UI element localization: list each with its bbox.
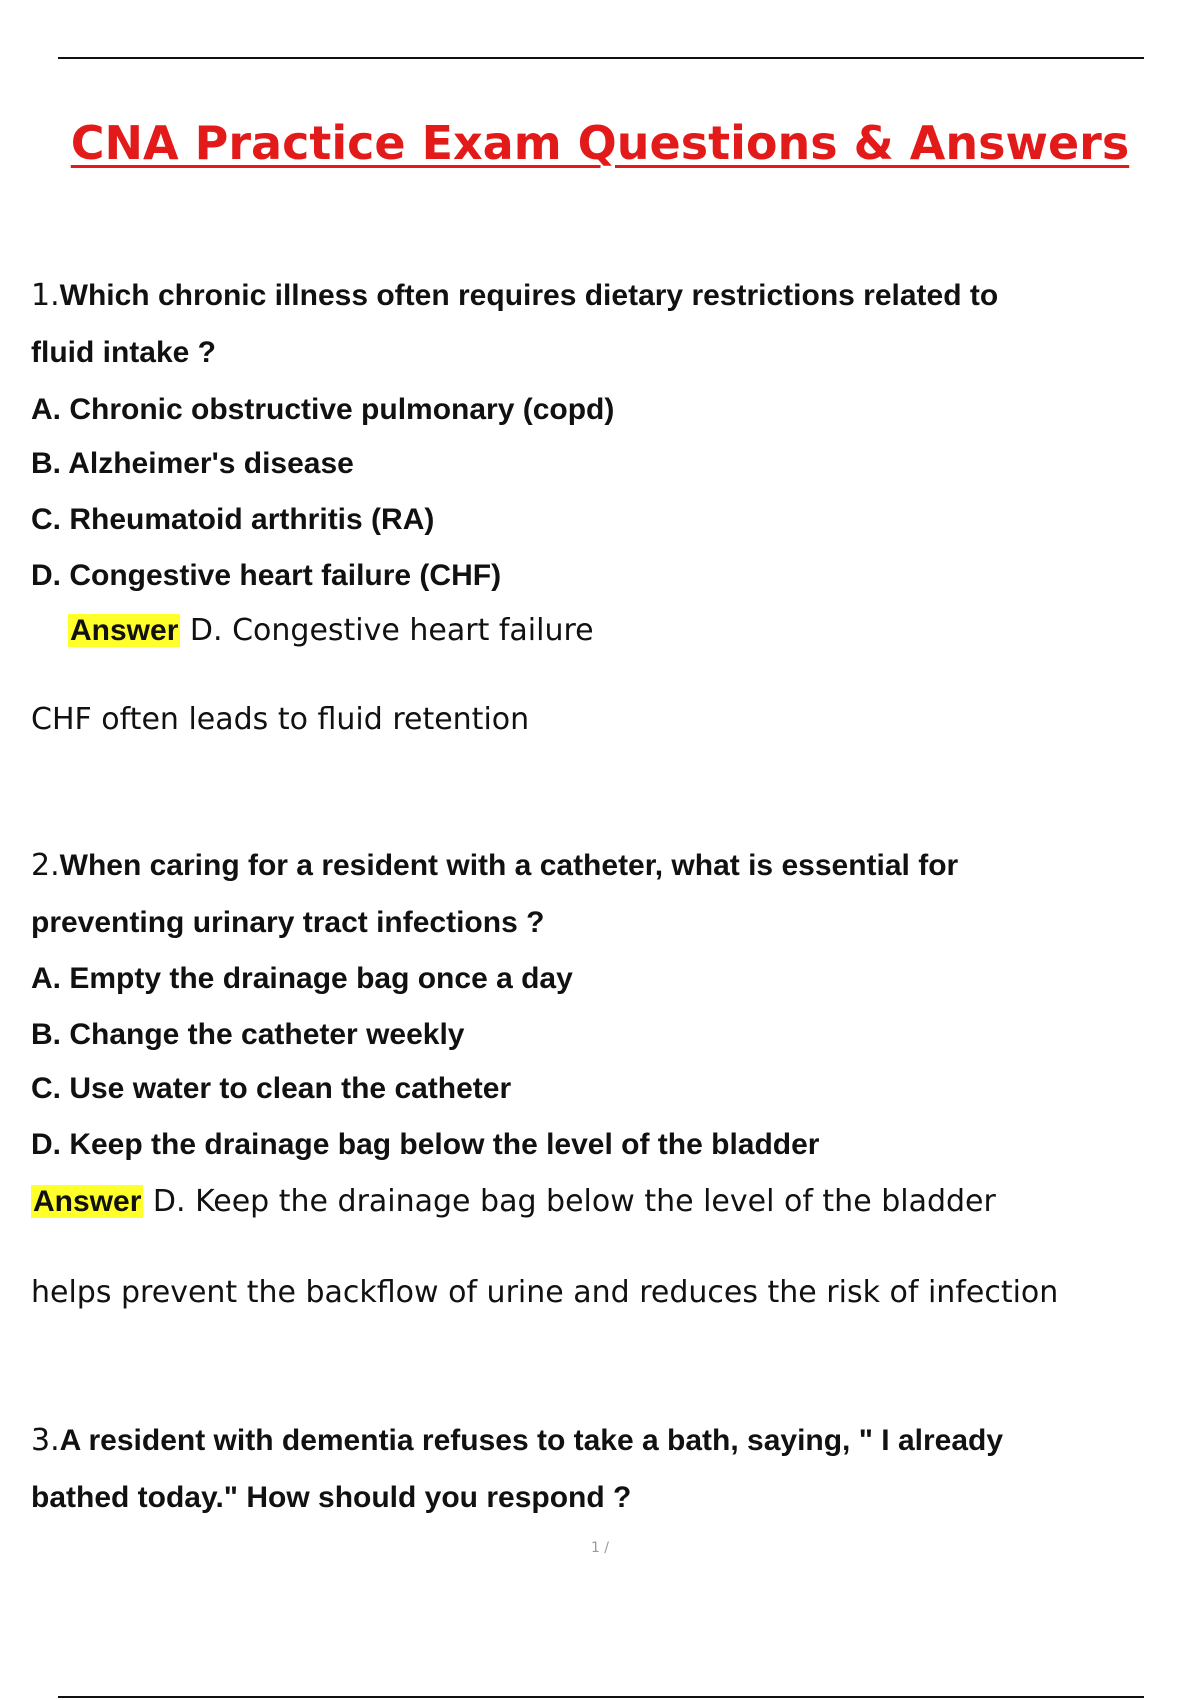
question-number: 1. xyxy=(31,278,60,313)
answer-highlight-label: Answer xyxy=(33,1185,142,1218)
question-1-option-b: B. Alzheimer's disease xyxy=(31,447,354,480)
question-1-option-a: A. Chronic obstructive pulmonary (copd) xyxy=(31,393,615,426)
question-2-answer: Answer D. Keep the drainage bag below the level of the bladder xyxy=(33,1184,996,1219)
question-3-line-2: bathed today." How should you respond ? xyxy=(31,1481,632,1514)
question-2-line-1: 2.When caring for a resident with a catheter, what is essential for xyxy=(31,848,959,883)
question-2-option-c: C. Use water to clean the catheter xyxy=(31,1072,512,1105)
question-2-option-b: B. Change the catheter weekly xyxy=(31,1018,465,1051)
question-1-option-c: C. Rheumatoid arthritis (RA) xyxy=(31,503,435,536)
question-1-option-d: D. Congestive heart failure (CHF) xyxy=(31,559,502,592)
question-1-explanation: CHF often leads to fluid retention xyxy=(31,702,530,737)
question-1-line-2: fluid intake ? xyxy=(31,336,217,369)
top-rule xyxy=(58,57,1144,59)
document-title: CNA Practice Exam Questions & Answers xyxy=(70,116,1130,170)
question-1-line-1: 1.Which chronic illness often requires dietary restrictions related to xyxy=(31,278,999,313)
answer-highlight-label: Answer xyxy=(70,614,179,647)
page-number: 1 / xyxy=(590,1540,610,1556)
question-2-option-a: A. Empty the drainage bag once a day xyxy=(31,962,573,995)
question-number: 3. xyxy=(31,1423,60,1458)
question-2-explanation: helps prevent the backflow of urine and reduces the risk of infection xyxy=(31,1275,1059,1310)
question-3-line-1: 3.A resident with dementia refuses to take a bath, saying, " I already xyxy=(31,1423,1004,1458)
question-1-answer: Answer D. Congestive heart failure xyxy=(70,613,594,648)
question-2-option-d: D. Keep the drainage bag below the level of the bladder xyxy=(31,1128,820,1161)
question-number: 2. xyxy=(31,848,60,883)
bottom-rule xyxy=(58,1696,1144,1698)
question-2-line-2: preventing urinary tract infections ? xyxy=(31,906,545,939)
